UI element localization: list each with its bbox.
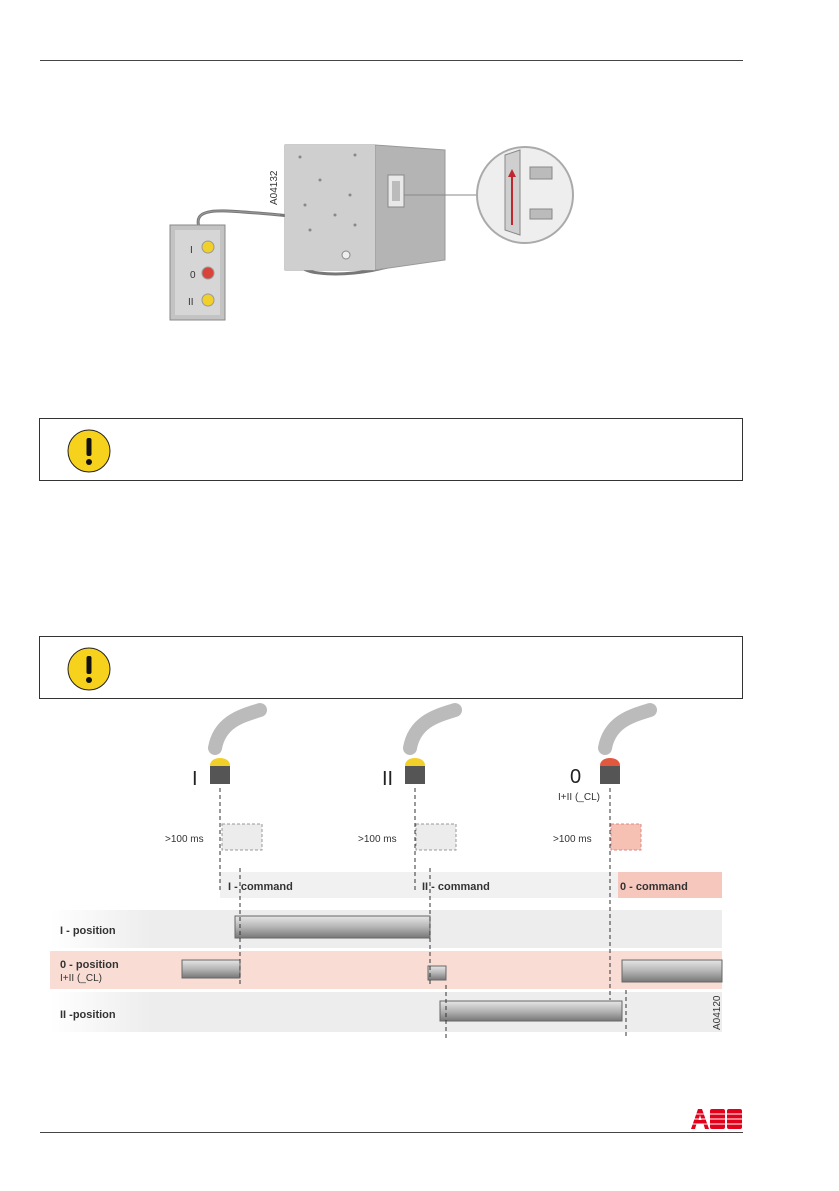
abb-logo (690, 1108, 744, 1130)
row-label-i-position: I - position (60, 925, 116, 937)
push-button-0 (558, 710, 650, 803)
pulse-box-i (222, 824, 262, 850)
pulse-label-i: >100 ms (165, 834, 204, 845)
ii-position-bar (440, 1001, 622, 1021)
panel-label-i: I (190, 245, 193, 256)
command-label-i: I - command (228, 881, 293, 893)
row-label-0-position: 0 - position (60, 959, 119, 971)
push-button-i (192, 710, 260, 790)
button-i-icon (202, 241, 214, 253)
0-position-bar-mid (428, 966, 446, 980)
footer-rule (40, 1132, 743, 1133)
push-button-ii (382, 710, 455, 790)
button-sublabel-0: I+II (_CL) (558, 792, 600, 803)
pulse-label-0: >100 ms (553, 834, 592, 845)
0-position-bar-start (182, 960, 240, 978)
button-label-ii: II (382, 768, 394, 790)
warning-icon (67, 647, 111, 691)
warning-note-2 (39, 636, 743, 699)
button-0-icon (202, 267, 214, 279)
command-label-0: 0 - command (620, 881, 688, 893)
panel-label-0: 0 (190, 270, 196, 281)
row-sublabel-0-position: I+II (_CL) (60, 973, 102, 984)
warning-icon (67, 429, 111, 473)
0-position-bar-end (622, 960, 722, 982)
timing-diagram (30, 700, 730, 1060)
pulse-box-0 (611, 824, 641, 850)
figure-code: A04132 (269, 170, 280, 205)
panel-label-ii: II (188, 297, 194, 308)
row-label-ii-position: II -position (60, 1009, 116, 1021)
pulse-box-ii (416, 824, 456, 850)
button-ii-icon (202, 294, 214, 306)
button-label-0: 0 (570, 766, 582, 788)
header-rule (40, 60, 743, 61)
button-label-i: I (192, 768, 198, 790)
pulse-label-ii: >100 ms (358, 834, 397, 845)
warning-note-1 (39, 418, 743, 481)
remote-control-illustration (160, 95, 580, 325)
figure-code: A04120 (712, 995, 723, 1030)
command-label-ii: II - command (422, 881, 490, 893)
i-position-bar (235, 916, 430, 938)
